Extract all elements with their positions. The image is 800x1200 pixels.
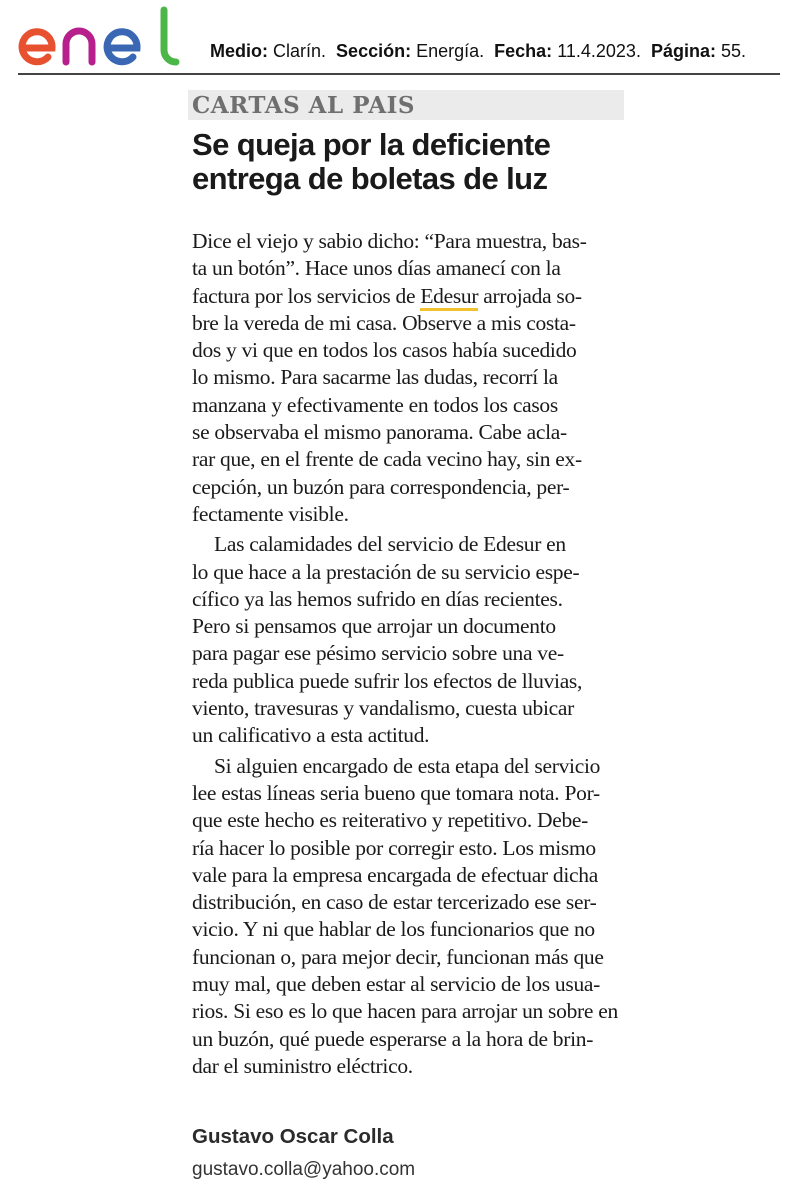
text-line: ta un botón”. Hace unos días amanecí con la (192, 256, 561, 281)
text-line: dar el suministro eléctrico. (192, 1053, 413, 1078)
text-line: un calificativo a esta actitud. (192, 723, 430, 748)
text-line: Las calamidades del servicio de Edesur en (214, 532, 566, 557)
text-line: fectamente visible. (192, 501, 349, 526)
paragraph-2 (192, 531, 662, 749)
header-divider (18, 73, 780, 75)
logo-letter-e (22, 32, 52, 62)
text-line: un buzón, qué puede esperarse a la hora de brin- (192, 1026, 594, 1051)
text-line: ría hacer lo posible por corregir esto. Los mismo (192, 835, 596, 860)
section-title: CARTAS AL PAIS (192, 92, 416, 119)
text-line: vale para la empresa encargada de efectuar dicha (192, 862, 598, 887)
text-segment: factura por los servicios de (192, 283, 416, 308)
text-line: vicio. Y ni que hablar de los funcionarios que no (192, 917, 595, 942)
medio-label: Medio: (210, 41, 268, 61)
logo-letter-l (164, 10, 176, 62)
medio-value: Clarín. (273, 41, 327, 61)
seccion-label: Sección: (336, 41, 412, 61)
seccion-value: Energía. (416, 41, 485, 61)
headline-line: Se queja por la deficiente (192, 127, 551, 162)
text-line: dos y vi que en todos los casos había sucedido (192, 338, 577, 363)
text-line: rios. Si eso es lo que hacen para arrojar un sobre en (192, 999, 618, 1024)
enel-logo (14, 4, 184, 70)
paragraph-3 (192, 753, 662, 1081)
text-line: manzana y efectivamente en todos los casos (192, 392, 558, 417)
pagina-label: Página: (650, 41, 716, 61)
text-segment: arrojada so- (478, 283, 582, 308)
article-headline (192, 128, 652, 196)
text-line: que este hecho es reiterativo y repetitivo. Debe- (192, 808, 589, 833)
logo-letter-n (66, 31, 92, 62)
highlighted-term: Edesur (420, 284, 478, 311)
text-line: Dice el viejo y sabio dicho: “Para muestra, bas- (192, 229, 587, 253)
text-line: cífico ya las hemos sufrido en días recientes. (192, 586, 563, 611)
text-line: bre la vereda de mi casa. Observe a mis costa- (192, 310, 576, 335)
text-line: viento, travesuras y vandalismo, cuesta ubicar (192, 696, 575, 721)
text-line: cepción, un buzón para correspondencia, per- (192, 474, 570, 499)
text-line: lo mismo. Para sacarme las dudas, recorrí la (192, 365, 558, 390)
text-line: reda publica puede sufrir los efectos de lluvias, (192, 668, 583, 693)
logo-letter-e2 (107, 32, 137, 62)
pagina-value: 55. (721, 41, 747, 61)
text-line: muy mal, que deben estar al servicio de los usua- (192, 972, 601, 997)
text-line: lo que hace a la prestación de su servicio espe- (192, 559, 580, 584)
paragraph-1 (192, 228, 662, 528)
text-line: funcionan o, para mejor decir, funcionan más que (192, 944, 604, 969)
article-body (192, 228, 662, 1083)
clipping-metadata (210, 41, 746, 62)
text-line: lee estas líneas seria bueno que tomara nota. Por- (192, 780, 600, 805)
text-line: para pagar ese pésimo servicio sobre una ve- (192, 641, 564, 666)
text-line: rar que, en el frente de cada vecino hay, sin ex- (192, 447, 582, 472)
fecha-value: 11.4.2023. (557, 41, 641, 61)
author-email: gustavo.colla@yahoo.com (192, 1159, 416, 1180)
newspaper-clipping (176, 84, 668, 1196)
author-name: Gustavo Oscar Colla (192, 1125, 394, 1148)
fecha-label: Fecha: (494, 41, 553, 61)
text-line (192, 283, 662, 310)
text-line: Pero si pensamos que arrojar un documento (192, 614, 556, 639)
headline-line: entrega de boletas de luz (192, 161, 548, 196)
text-line: se observaba el mismo panorama. Cabe acla- (192, 420, 567, 445)
text-line: distribución, en caso de estar tercerizado ese ser- (192, 890, 597, 915)
text-line: Si alguien encargado de esta etapa del servicio (214, 753, 601, 778)
